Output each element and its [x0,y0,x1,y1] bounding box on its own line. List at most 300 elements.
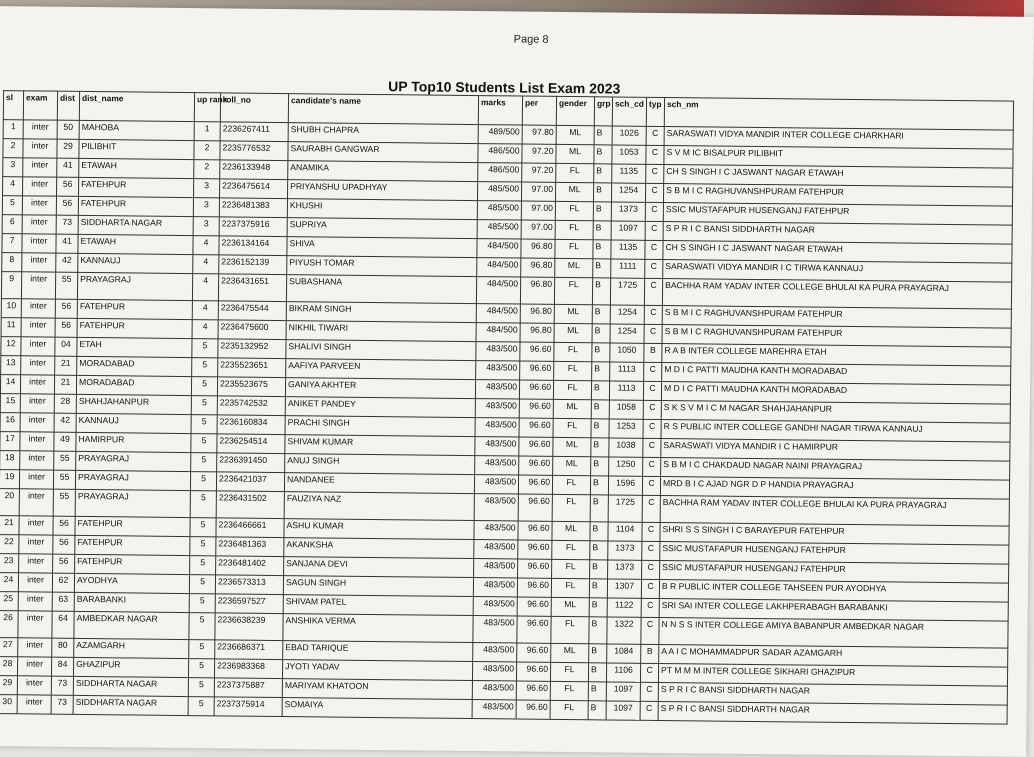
table-cell: 4 [193,236,219,255]
table-cell: SARASWATI VIDYA MANDIR I C HAMIRPUR [661,439,1010,462]
table-cell: FL [554,361,592,380]
table-cell: SHUBH CHAPRA [288,123,478,144]
table-cell: ANIKET PANDEY [285,397,475,418]
table-cell: 97.20 [522,163,556,182]
table-cell: S V M IC BISALPUR PILIBHIT [664,146,1013,169]
table-cell: 96.60 [516,681,550,700]
table-cell: 2236638239 [215,613,283,641]
table-cell: 2236481363 [216,537,284,557]
table-cell: 96.60 [516,700,550,719]
table-cell: 1253 [609,419,643,438]
table-cell: C [645,183,663,202]
table-cell: 2236152139 [219,255,287,275]
column-header: up rank [194,93,220,122]
table-cell: 96.60 [519,418,553,437]
table-cell: 73 [56,215,78,234]
table-cell: 41 [56,234,78,253]
table-cell: B [593,259,611,278]
table-cell: inter [18,611,52,638]
table-cell: 2236431651 [218,274,286,302]
table-cell: 483/500 [474,559,518,578]
table-cell: 5 [191,377,217,396]
table-cell: BACHHA RAM YADAV INTER COLLEGE BHULAI KA PURA PRAYAGRAJ [662,279,1011,310]
table-cell: 96.60 [518,540,552,559]
table-cell: 1113 [609,381,643,400]
table-cell: C [644,305,662,324]
column-header: exam [23,91,57,120]
table-cell: 96.60 [520,342,554,361]
table-cell: 5 [188,659,214,678]
table-cell: C [643,381,661,400]
column-header: roll_no [220,93,288,123]
table-cell: B [591,438,609,457]
table-cell: B [593,202,611,221]
column-header: candidate's name [288,94,478,125]
table-cell: 2236267411 [220,122,288,142]
table-cell: AAFIYA PARVEEN [286,359,476,380]
table-cell: 2236481383 [219,198,287,218]
table-cell: SAGUN SINGH [283,576,473,597]
table-cell: GANIYA AKHTER [285,378,475,399]
table-cell: FATEHPUR [75,554,190,574]
table-cell: PT M M M INTER COLLEGE SIKHARI GHAZIPUR [658,663,1007,686]
table-cell: FL [552,494,590,521]
table-cell: 2236134164 [219,236,287,256]
table-cell: 96.60 [518,475,552,494]
table-cell: 97.20 [522,144,556,163]
table-cell: 1373 [611,202,645,221]
table-cell: 2235132952 [218,339,286,359]
table-cell: 484/500 [476,323,520,342]
table-cell: C [642,560,660,579]
table-cell: ML [553,399,591,418]
table-cell: FL [554,342,592,361]
table-cell: inter [18,573,52,592]
table-cell: SRI SAI INTER COLLEGE LAKHPERABAGH BARABANKI [659,598,1008,621]
column-header: per [522,96,556,125]
table-cell: inter [20,394,54,413]
table-cell: 96.80 [521,239,555,258]
table-cell: 96.60 [519,380,553,399]
table-cell: 23 [0,554,19,573]
table-cell: PRAYAGRAJ [76,451,191,471]
table-cell: S K S V M I C M NAGAR SHAHJAHANPUR [661,401,1010,424]
table-cell: 3 [194,179,220,198]
table-cell: NANDANEE [284,473,474,494]
table-cell: 483/500 [472,700,516,719]
table-cell: 1097 [606,682,640,701]
table-cell: 97.00 [521,182,555,201]
table-cell: 56 [56,196,78,215]
table-cell: ML [553,456,591,475]
table-cell: 49 [54,432,76,451]
table-cell: 1038 [609,438,643,457]
table-cell: 483/500 [473,578,517,597]
table-cell: 18 [0,451,20,470]
table-cell: 483/500 [472,662,516,681]
page-number: Page 8 [513,33,549,46]
table-cell: FL [550,700,588,719]
column-header: dist_name [79,91,194,121]
table-cell: R S PUBLIC INTER COLLEGE GANDHI NAGAR TIRWA KANNAUJ [661,420,1010,443]
table-cell: 1135 [611,240,645,259]
table-cell: 96.60 [517,597,551,616]
table-cell: FL [555,201,593,220]
column-header: marks [478,96,522,125]
table-cell: 5 [189,575,215,594]
table-cell: ANSHIKA VERMA [283,614,473,643]
table-cell: FL [550,681,588,700]
table-cell: inter [21,356,55,375]
table-cell: 5 [188,697,214,716]
table-cell: 73 [51,695,73,714]
table-cell: S B M I C CHAKDAUD NAGAR NAINI PRAYAGRAJ [661,458,1010,481]
table-cell: C [645,240,663,259]
table-cell: C [640,663,658,682]
table-cell: 56 [53,554,75,573]
table-cell: MARIYAM KHATOON [282,679,472,700]
table-cell: 4 [192,320,218,339]
table-cell: AZAMGARH [74,638,189,658]
table-cell: B [590,495,608,522]
table-cell: HAMIRPUR [76,432,191,452]
table-cell: 5 [190,556,216,575]
table-cell: 484/500 [476,277,520,304]
table-cell: B [594,126,612,145]
table-cell: inter [22,253,56,272]
table-cell: S B M I C RAGHUVANSHPURAM FATEHPUR [662,306,1011,329]
table-cell: C [643,457,661,476]
table-cell: 5 [190,491,216,518]
table-cell: 96.80 [520,323,554,342]
table-cell: BIKRAM SINGH [286,302,476,323]
table-cell: FAUZIYA NAZ [284,492,474,521]
table-cell: 50 [57,120,79,139]
table-cell: 2236686371 [215,640,283,660]
table-cell: 2236391450 [217,453,285,473]
table-cell: 21 [54,375,76,394]
table-cell: 483/500 [473,597,517,616]
table-cell: B [591,381,609,400]
table-cell: B [594,164,612,183]
table-cell: 1026 [612,126,646,145]
table-cell: FATEHPUR [75,516,190,536]
table-cell: NIKHIL TIWARI [286,321,476,342]
table-cell: FL [556,163,594,182]
table-cell: 1097 [611,221,645,240]
table-cell: C [644,278,662,305]
table-cell: B [644,343,662,362]
table-cell: B [593,221,611,240]
table-cell: 96.60 [518,521,552,540]
table-cell: 3 [193,198,219,217]
table-cell: 11 [1,318,21,337]
table-cell: 2236254514 [217,434,285,454]
table-cell: 96.80 [520,304,554,323]
table-cell: 4 [192,274,218,301]
table-cell: 56 [55,299,77,318]
table-cell: 1596 [608,476,642,495]
table-cell: 6 [2,215,22,234]
table-cell: SHIVAM PATEL [283,595,473,616]
table-cell: inter [22,234,56,253]
table-cell: 63 [52,592,74,611]
table-cell: C [643,438,661,457]
table-cell: 5 [191,415,217,434]
table-cell: FATEHPUR [77,299,192,319]
table-cell: ETAWAH [78,234,193,254]
table-cell: inter [21,337,55,356]
table-cell: B [594,145,612,164]
table-cell: B R PUBLIC INTER COLLEGE TAHSEEN PUR AYODHYA [659,580,1008,603]
table-cell: SOMAIYA [282,698,472,719]
students-table [0,90,1014,725]
table-cell: 483/500 [474,494,518,521]
table-cell: 64 [52,611,74,638]
table-cell: 2 [194,141,220,160]
table-cell: inter [20,451,54,470]
column-header: grp [594,97,612,126]
table-cell: S B M I C RAGHUVANSHPURAM FATEHPUR [662,325,1011,348]
table-cell: A A I C MOHAMMADPUR SADAR AZAMGARH [659,644,1008,667]
table-cell: 29 [57,139,79,158]
table-cell: 96.60 [516,662,550,681]
table-cell: 486/500 [478,144,522,163]
table-cell: M D I C PATTI MAUDHA KANTH MORADABAD [662,363,1011,386]
table-cell: inter [21,318,55,337]
table-cell: 7 [2,234,22,253]
table-cell: ML [555,258,593,277]
table-cell: 96.60 [517,643,551,662]
table-cell: MAHOBA [79,120,194,140]
table-cell: C [640,682,658,701]
table-cell: ML [556,144,594,163]
table-cell: inter [23,177,57,196]
table-cell: SSIC MUSTAFAPUR HUSENGANJ FATEHPUR [663,203,1012,226]
table-cell: inter [22,196,56,215]
table-cell: SHIVAM KUMAR [285,435,475,456]
table-cell: 5 [188,678,214,697]
table-cell: PILIBHIT [79,139,194,159]
table-cell: ANUJ SINGH [285,454,475,475]
table-cell: MORADABAD [76,375,191,395]
table-cell: inter [18,592,52,611]
table-cell: 25 [0,592,18,611]
table-cell: 55 [55,272,77,299]
table-cell: 483/500 [475,399,519,418]
table-cell: 96.60 [519,399,553,418]
table-cell: inter [23,139,57,158]
table-cell: 96.60 [517,578,551,597]
table-cell: 28 [54,394,76,413]
table-cell: 1725 [610,278,644,305]
table-cell: B [588,663,606,682]
table-cell: C [641,579,659,598]
table-cell: 9 [1,272,21,299]
table-cell: 97.80 [522,125,556,144]
table-cell: 484/500 [477,239,521,258]
table-cell: 5 [190,518,216,537]
table-cell: 29 [0,676,17,695]
table-cell: 27 [0,638,18,657]
table-cell: FL [550,662,588,681]
table-cell: inter [21,272,55,299]
table-cell: 4 [192,301,218,320]
table-cell: 62 [52,573,74,592]
table-cell: 73 [51,676,73,695]
table-cell: inter [23,120,57,139]
table-cell: B [591,400,609,419]
table-cell: 13 [1,356,21,375]
column-header: sch_cd [612,97,646,126]
table-cell: B [592,324,610,343]
document-sheet [0,6,1034,757]
table-cell: SANJANA DEVI [284,557,474,578]
table-cell: SHAHJAHANPUR [76,394,191,414]
table-cell: ML [554,304,592,323]
table-cell: 84 [51,657,73,676]
table-cell: SHIVA [287,237,477,258]
table-cell: 2236475614 [220,179,288,199]
table-cell: 1053 [612,145,646,164]
table-cell: 1113 [610,362,644,381]
table-cell: 14 [0,375,20,394]
table-cell: C [645,259,663,278]
table-cell: 1084 [607,644,641,663]
table-cell: 485/500 [477,182,521,201]
table-cell: inter [19,535,53,554]
table-cell: SHALIVI SINGH [286,340,476,361]
table-cell: S P R I C BANSI SIDDHARTH NAGAR [663,222,1012,245]
table-cell: FL [554,277,592,304]
table-cell: 1104 [608,522,642,541]
table-cell: 1058 [609,400,643,419]
table-cell: 2236160834 [217,415,285,435]
table-cell: FATEHPUR [77,318,192,338]
table-cell: 2237375916 [219,217,287,237]
table-cell: 483/500 [473,616,517,643]
table-cell: 17 [0,432,20,451]
table-cell: 55 [53,489,75,516]
table-cell: 2236597527 [215,594,283,614]
table-cell: SSIC MUSTAFAPUR HUSENGANJ FATEHPUR [660,561,1009,584]
table-cell: MORADABAD [77,356,192,376]
table-cell: 1122 [607,598,641,617]
table-cell: 2236983368 [214,659,282,679]
table-cell: 1111 [611,259,645,278]
table-cell: 19 [0,470,20,489]
table-cell: FL [553,380,591,399]
table-cell: 80 [52,638,74,657]
column-header: sl [3,91,23,120]
table-cell: SUBASHANA [286,275,476,304]
table-cell: 483/500 [475,380,519,399]
table-cell: 12 [1,337,21,356]
column-header: sch_nm [664,98,1013,131]
table-cell: inter [23,158,57,177]
table-cell: C [646,145,664,164]
table-cell: C [642,495,660,522]
table-cell: ETAWAH [79,158,194,178]
table-cell: B [588,701,606,720]
table-cell: 1307 [607,579,641,598]
table-cell: 5 [192,358,218,377]
table-cell: 2237375887 [214,678,282,698]
table-cell: 5 [191,396,217,415]
table-cell: inter [20,432,54,451]
table-cell: B [593,183,611,202]
table-cell: C [642,476,660,495]
table-cell: B [591,457,609,476]
table-cell: KANNAUJ [78,253,193,273]
table-cell: 56 [53,516,75,535]
table-cell: ETAH [77,337,192,357]
table-cell: C [645,202,663,221]
table-cell: 1097 [606,701,640,720]
table-cell: 2236481402 [216,556,284,576]
table-cell: PRAYAGRAJ [75,470,190,490]
table-cell: 1106 [606,663,640,682]
table-cell: C [644,324,662,343]
table-cell: 21 [55,356,77,375]
table-cell: 5 [189,613,215,640]
table-cell: 30 [0,695,17,714]
table-cell: C [645,221,663,240]
table-cell: 4 [193,255,219,274]
table-cell: GHAZIPUR [73,657,188,677]
table-cell: 4 [3,177,23,196]
table-cell: 485/500 [477,220,521,239]
table-cell: 96.60 [519,437,553,456]
table-body [0,120,1013,725]
table-cell: SARASWATI VIDYA MANDIR I C TIRWA KANNAUJ [663,260,1012,283]
table-cell: CH S SINGH I C JASWANT NAGAR ETAWAH [664,165,1013,188]
table-cell: 486/500 [478,163,522,182]
table-cell: 56 [55,318,77,337]
column-header: gender [556,96,594,125]
table-cell: 5 [191,434,217,453]
table-cell: B [590,476,608,495]
table-cell: S P R I C BANSI SIDDHARTH NAGAR [658,701,1007,724]
table-cell: 1 [3,120,23,139]
table-cell: 3 [3,158,23,177]
table-cell: PRAYAGRAJ [77,272,192,300]
table-cell: C [643,419,661,438]
table-cell: 5 [190,472,216,491]
table-cell: 489/500 [478,125,522,144]
table-cell: 2236475600 [218,320,286,340]
table-cell: 5 [190,537,216,556]
table-cell: CH S SINGH I C JASWANT NAGAR ETAWAH [663,241,1012,264]
table-cell: FL [555,239,593,258]
table-cell: B [590,541,608,560]
table-cell: JYOTI YADAV [282,660,472,681]
table-cell: 483/500 [474,540,518,559]
table-cell: 2236431502 [216,491,284,519]
table-cell: B [588,682,606,701]
table-cell: inter [17,695,51,714]
table-cell: inter [17,657,51,676]
table-cell: N N S S INTER COLLEGE AMIYA BABANPUR AMBEDKAR NAGAR [659,617,1008,648]
table-cell: inter [18,638,52,657]
table-cell: SIDDHARTA NAGAR [73,695,188,715]
table-cell: FL [551,616,589,643]
table-cell: M D I C PATTI MAUDHA KANTH MORADABAD [661,382,1010,405]
table-cell: 5 [191,453,217,472]
table-cell: ML [552,521,590,540]
table-cell: 483/500 [476,342,520,361]
table-cell: 20 [0,489,19,516]
